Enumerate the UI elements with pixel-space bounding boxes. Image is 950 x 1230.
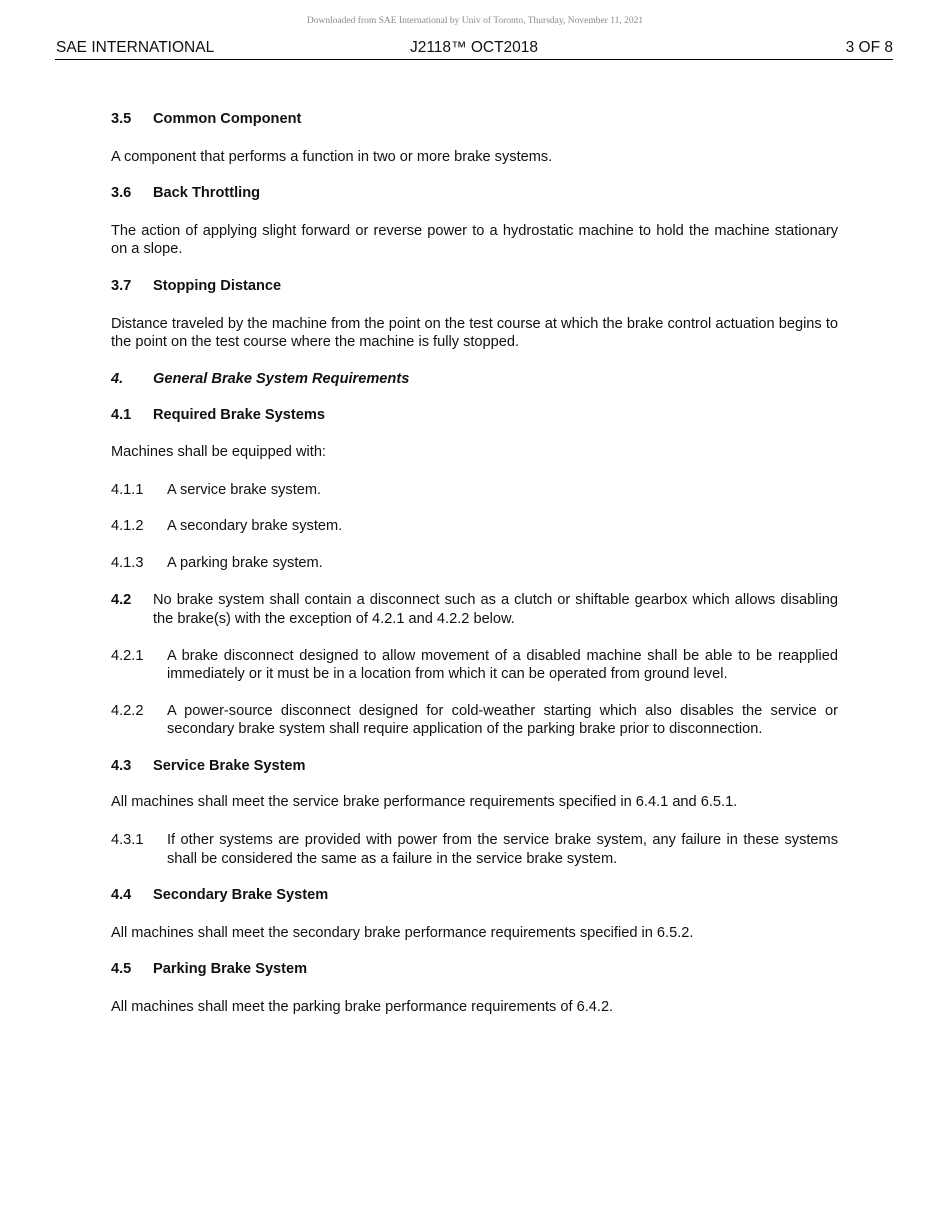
list-item-4-1-3 (111, 554, 838, 573)
section-heading-4 (111, 370, 838, 389)
section-title: Stopping Distance (153, 277, 282, 294)
list-item-number: 4.1.3 (111, 554, 144, 571)
header-page-number: 3 OF 8 (845, 39, 893, 56)
list-item-4-1-1 (111, 481, 838, 500)
page-header (55, 39, 893, 60)
section-number: 4.1 (111, 407, 132, 424)
list-item-number: 4.1.1 (111, 481, 144, 498)
section-title: Common Component (153, 111, 302, 127)
list-item-text: A power-source disconnect designed for cold-weather starting which also disables the service or secondary brake system shall require application of the parking brake prior to disconnection. (167, 702, 838, 738)
section-title: Service Brake System (153, 757, 306, 774)
section-number: 4.5 (111, 961, 132, 978)
section-number: 4.2 (111, 592, 132, 609)
section-number: 4.3 (111, 757, 132, 774)
section-heading-4-4 (111, 886, 838, 905)
section-text-3-5: A component that performs a function in two or more brake systems. (111, 148, 553, 165)
list-item-4-2-2 (111, 702, 838, 739)
header-organization: SAE INTERNATIONAL (56, 39, 215, 56)
section-heading-3-7 (111, 277, 838, 296)
section-number: 4.4 (111, 887, 132, 904)
list-item-4-2-1 (111, 647, 838, 684)
section-heading-4-5 (111, 960, 838, 979)
section-number: 4. (111, 370, 124, 387)
section-text-4-1: Machines shall be equipped with: (111, 443, 326, 460)
list-item-4-3-1 (111, 831, 838, 868)
section-heading-3-5 (111, 110, 838, 129)
section-title: Parking Brake System (153, 961, 308, 978)
list-item-text: A brake disconnect designed to allow movement of a disabled machine shall be able to be reapplied immediately or it must be in a location from which it can be operated from ground level. (167, 647, 838, 683)
list-item-text: A secondary brake system. (167, 518, 343, 535)
section-heading-3-6 (111, 184, 838, 203)
section-text-4-3: All machines shall meet the service brake performance requirements specified in 6.4.1 and 6.5.1. (111, 794, 738, 811)
header-document-id: J2118™ OCT2018 (409, 39, 539, 56)
list-item-text: A parking brake system. (167, 554, 323, 571)
section-title: General Brake System Requirements (153, 370, 410, 387)
list-item-text: A service brake system. (167, 481, 322, 498)
section-title: Required Brake Systems (153, 407, 325, 424)
list-item-number: 4.3.1 (111, 832, 144, 849)
section-number: 3.6 (111, 185, 132, 202)
list-item-number: 4.1.2 (111, 518, 144, 535)
list-item-number: 4.2.1 (111, 647, 144, 664)
list-item-text: If other systems are provided with power from the service brake system, any failure in these systems shall be considered the same as a failure in the service brake system. (167, 832, 838, 867)
list-item-4-1-2 (111, 517, 838, 536)
document-body (111, 108, 838, 1017)
download-watermark: Downloaded from SAE International by Univ of Toronto, Thursday, November 11, 2021 (306, 16, 644, 26)
section-title: Secondary Brake System (153, 887, 329, 904)
section-text-4-4: All machines shall meet the secondary brake performance requirements specified in 6.5.2. (111, 924, 694, 941)
section-text-4-5: All machines shall meet the parking brake performance requirements of 6.4.2. (111, 999, 614, 1016)
section-number: 3.7 (111, 277, 132, 294)
section-4-2 (111, 591, 838, 628)
section-text-3-6: The action of applying slight forward or reverse power to a hydrostatic machine to hold the machine stationary on a slope. (111, 222, 838, 258)
section-heading-4-1 (111, 406, 838, 425)
section-text-4-2: No brake system shall contain a disconnect such as a clutch or shiftable gearbox which allows disabling the brake(s) with the exception of 4.2.1 and 4.2.2 below. (153, 592, 838, 627)
section-heading-4-3 (111, 757, 838, 776)
section-text-3-7: Distance traveled by the machine from the point on the test course at which the brake control actuation begins to the point on the test course where the machine is fully stopped. (111, 315, 838, 351)
section-title: Back Throttling (153, 185, 261, 202)
list-item-number: 4.2.2 (111, 702, 144, 719)
section-number: 3.5 (111, 111, 132, 127)
